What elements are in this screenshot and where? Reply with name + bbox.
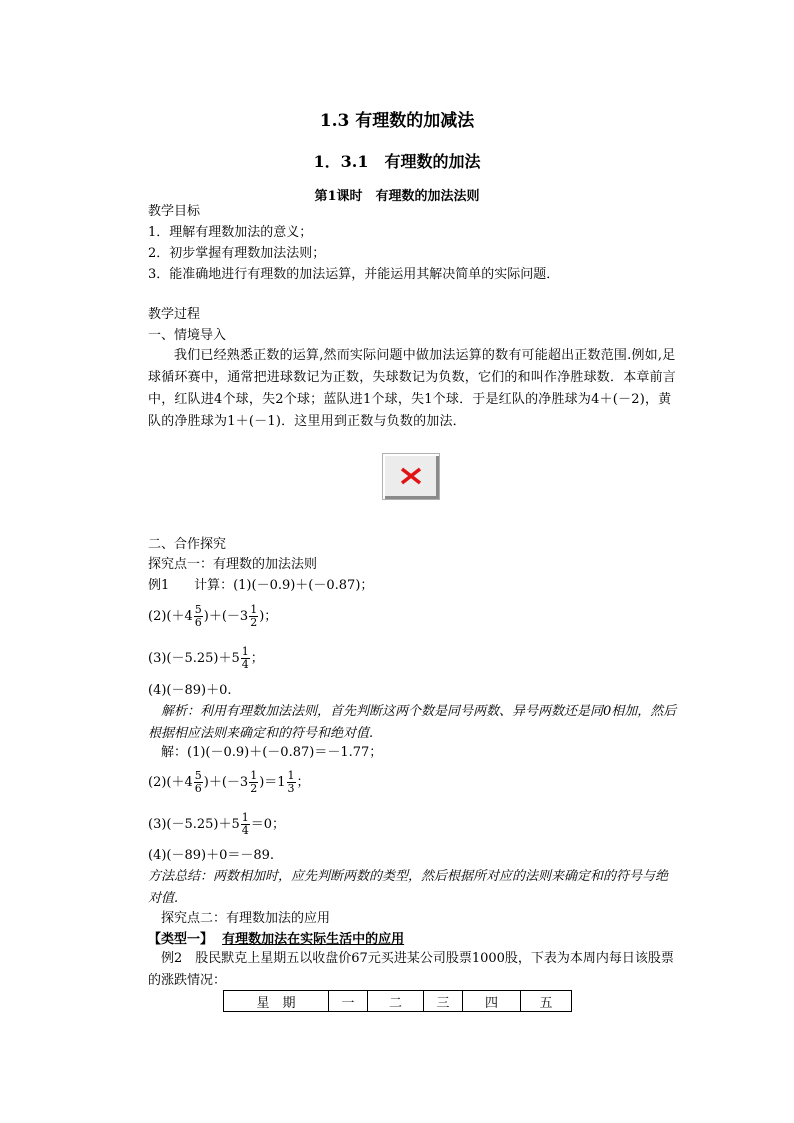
intro-paragraph: 我们已经熟悉正数的运算,然而实际问题中做加法运算的数有可能超出正数范围.例如,足球循环赛中，通常把进球数记为正数，失球数记为负数，它们的和叫作净胜球数．本章前言中，红队进4个球，失2个球；蓝队进1个球，失1个球．于是红队的净胜球为4＋(－2)，黄队的净胜球为1＋(－1)．这里用到正数与负数的加法． xyxy=(148,348,677,429)
solution-line: (4)(－89)＋0＝－89. xyxy=(148,848,275,863)
broken-image-icon xyxy=(382,453,440,500)
section-title: 1．3.1 有理数的加法 xyxy=(313,152,481,171)
denominator: 4 xyxy=(241,658,249,671)
denominator: 2 xyxy=(250,616,258,629)
table-cell: 二 xyxy=(368,991,424,1012)
type-label: 【类型一】 xyxy=(148,932,214,947)
process-heading: 教学过程 xyxy=(148,307,201,322)
fraction xyxy=(249,770,258,795)
expr-text: (3)(－5.25)＋5 xyxy=(148,817,240,832)
fraction xyxy=(287,770,296,795)
expr-text: )＋(－3 xyxy=(203,775,249,790)
table-row xyxy=(224,991,572,1012)
denominator: 4 xyxy=(241,824,249,837)
goals-heading: 教学目标 xyxy=(148,204,201,219)
point-heading: 探究点一：有理数的加法法则 xyxy=(148,557,318,572)
numerator: 1 xyxy=(250,769,258,782)
lesson-title: 第1课时 有理数的加法法则 xyxy=(314,189,480,204)
table-cell: 一 xyxy=(329,991,368,1012)
numerator: 5 xyxy=(194,769,202,782)
numerator: 1 xyxy=(241,811,249,824)
numerator: 1 xyxy=(241,645,249,658)
expr-text: )＋(－3 xyxy=(203,609,249,624)
page-title: 1.3 有理数的加减法 xyxy=(319,111,475,131)
section-heading: 二、合作探究 xyxy=(148,537,227,552)
fraction xyxy=(241,646,250,671)
denominator: 6 xyxy=(194,782,202,795)
denominator: 2 xyxy=(250,782,258,795)
point-heading: 探究点二：有理数加法的应用 xyxy=(161,911,331,926)
numerator: 1 xyxy=(250,603,258,616)
table-cell: 四 xyxy=(463,991,521,1012)
fraction xyxy=(194,770,203,795)
table-cell: 三 xyxy=(424,991,463,1012)
summary-paragraph: 方法总结：两数相加时，应先判断两数的类型，然后根据所对应的法则来确定和的符号与绝对值. xyxy=(148,869,669,906)
example-question: 计算：(1)(－0.9)＋(－0.87)； xyxy=(194,578,374,593)
denominator: 6 xyxy=(194,616,202,629)
fraction xyxy=(194,604,203,629)
expr-text: )； xyxy=(259,609,278,624)
denominator: 3 xyxy=(287,782,295,795)
fraction xyxy=(249,604,258,629)
stock-table xyxy=(223,990,572,1012)
table-cell: 五 xyxy=(521,991,572,1012)
numerator: 5 xyxy=(194,603,202,616)
numerator: 1 xyxy=(287,769,295,782)
example-line: (4)(－89)＋0. xyxy=(148,683,232,698)
expr-text: (3)(－5.25)＋5 xyxy=(148,651,240,666)
expr-text: (2)(＋4 xyxy=(148,775,193,790)
example-paragraph: 例2 股民默克上星期五以收盘价67元买进某公司股票1000股，下表为本周内每日该股票的涨跌情况： xyxy=(148,951,674,988)
goal-item: 3．能准确地进行有理数的加法运算，并能运用其解决简单的实际问题． xyxy=(148,267,560,282)
expr-text: )＝1 xyxy=(259,775,286,790)
solution-line xyxy=(148,770,310,795)
example-label: 例1 xyxy=(148,578,170,593)
table-cell: 星 期 xyxy=(224,991,329,1012)
type-title: 有理数加法在实际生活中的应用 xyxy=(222,932,405,947)
analysis-paragraph: 解析：利用有理数加法法则，首先判断这两个数是同号两数、异号两数还是同0相加，然后根据相应法则来确定和的符号和绝对值. xyxy=(148,704,677,741)
expr-text: ； xyxy=(250,651,264,666)
close-icon xyxy=(400,467,422,485)
type-heading xyxy=(148,932,404,948)
goal-item: 2．初步掌握有理数加法法则； xyxy=(148,246,326,261)
example-line xyxy=(148,646,264,671)
expr-text: ＝0； xyxy=(250,817,286,832)
expr-text: ； xyxy=(296,775,310,790)
expr-text: (2)(＋4 xyxy=(148,609,193,624)
example-line xyxy=(148,578,373,594)
example-line xyxy=(148,604,277,629)
solution-line: 解：(1)(－0.9)＋(－0.87)＝－1.77； xyxy=(161,745,383,760)
fraction xyxy=(241,812,250,837)
section-heading: 一、情境导入 xyxy=(148,328,227,343)
goal-item: 1．理解有理数加法的意义； xyxy=(148,225,313,240)
solution-line xyxy=(148,812,285,837)
